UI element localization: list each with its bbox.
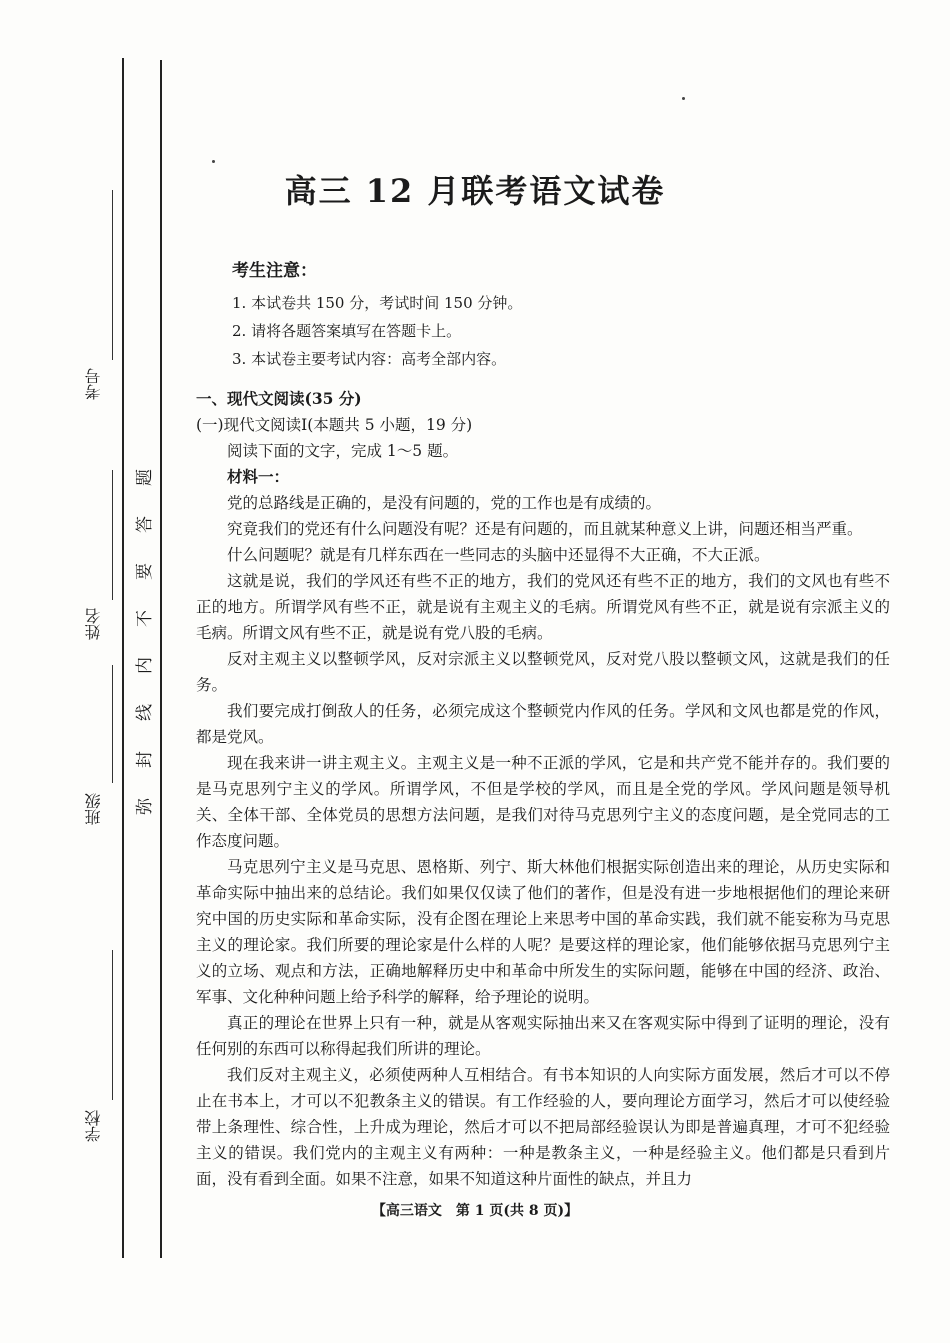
- school-label: 学校: [84, 1110, 103, 1142]
- paragraph: 党的总路线是正确的，是没有问题的，党的工作也是有成绩的。: [227, 494, 662, 512]
- exam-notice: [232, 256, 522, 373]
- scan-speck: [682, 97, 685, 100]
- instruction: 阅读下面的文字，完成 1～5 题。: [227, 442, 459, 460]
- material-label: 材料一：: [227, 467, 290, 486]
- paragraph: 马克思列宁主义是马克思、恩格斯、列宁、斯大林他们根据实际创造出来的理论，从历史实际和革命实际中抽出来的总结论。我们如果仅仅读了他们的著作，但是没有进一步地根据他们的理论来研究中国的历史实际和革命实际，没有企图在理论上来思考中国的革命实践，我们就不能妄称为马克思主义的理论家。我们所要的理论家是什么样的人呢？是要这样的理论家，他们能够依据马克思列宁主义的立场、观点和方法，正确地解释历史中和革命中所发生的实际问题，能够在中国的经济、政治、军事、文化种种问题上给予科学的解释，给予理论的说明。: [196, 858, 890, 1006]
- exam-number-blank: [112, 190, 113, 360]
- paragraph: 什么问题呢？就是有几样东西在一些同志的头脑中还显得不大正确，不大正派。: [227, 546, 770, 564]
- section-heading: 一、现代文阅读(35 分): [196, 389, 362, 408]
- seal-warning-char: 封: [134, 751, 155, 768]
- exam-title: 高三 12 月联考语文试卷: [284, 172, 666, 210]
- exam-number-label: 考号: [84, 368, 103, 400]
- seal-warning-char: 题: [134, 469, 155, 486]
- paragraph: 现在我来讲一讲主观主义。主观主义是一种不正派的学风，它是和共产党不能并存的。我们要的是马克思列宁主义的学风。所谓学风，不但是学校的学风，而且是全党的学风。学风问题是领导机关、全体干部、全体党员的思想方法问题，是我们对待马克思列宁主义的态度问题，是全党同志的工作态度问题。: [196, 754, 890, 850]
- paragraph: 这就是说，我们的学风还有些不正的地方，我们的党风还有些不正的地方，我们的文风也有些不正的地方。所谓学风有些不正，就是说有主观主义的毛病。所谓党风有些不正，就是说有宗派主义的毛病。所谓文风有些不正，就是说有党八股的毛病。: [196, 572, 890, 642]
- seal-warning: [129, 465, 155, 819]
- scan-speck: [212, 160, 215, 163]
- seal-warning-char: 不: [134, 610, 155, 627]
- binding-line-outer: [122, 58, 124, 1258]
- class-label: 班级: [84, 793, 103, 825]
- notice-item: 2. 请将各题答案填写在答题卡上。: [232, 322, 462, 340]
- reading-section: [196, 386, 890, 1192]
- paragraph: 真正的理论在世界上只有一种，就是从客观实际抽出来又在客观实际中得到了证明的理论，没有任何别的东西可以称得起我们所讲的理论。: [196, 1014, 890, 1058]
- name-field: [82, 470, 122, 640]
- school-field: [82, 950, 122, 1142]
- page-footer: 【高三语文 第 1 页(共 8 页)】: [371, 1203, 579, 1219]
- seal-warning-char: 线: [134, 704, 155, 721]
- paragraph: 我们要完成打倒敌人的任务，必须完成这个整顿党内作风的任务。学风和文风也都是党的作风，都是党风。: [196, 702, 890, 746]
- paragraph: 我们反对主观主义，必须使两种人互相结合。有书本知识的人向实际方面发展，然后才可以不停止在书本上，才可以不犯教条主义的错误。有工作经验的人，要向理论方面学习，然后才可以使经验带上条理性、综合性，上升成为理论，然后才可以不把局部经验误认为即是普遍真理，才可不犯经验主义的错误。我们党内的主观主义有两种：一种是教条主义，一种是经验主义。他们都是只看到片面，没有看到全面。如果不注意，如果不知道这种片面性的缺点，并且力: [196, 1066, 890, 1188]
- subsection-heading: (一)现代文阅读Ⅰ(本题共 5 小题，19 分): [196, 416, 473, 434]
- name-blank: [112, 470, 113, 600]
- class-field: [82, 665, 122, 825]
- seal-warning-char: 答: [134, 516, 155, 533]
- binding-line-inner: [160, 60, 162, 1258]
- notice-heading: 考生注意：: [232, 261, 317, 281]
- name-label: 姓名: [84, 608, 103, 640]
- seal-warning-char: 弥: [134, 798, 155, 815]
- class-blank: [112, 665, 113, 783]
- exam-number-field: [82, 190, 122, 400]
- seal-warning-char: 内: [134, 657, 155, 674]
- notice-item: 1. 本试卷共 150 分，考试时间 150 分钟。: [232, 294, 523, 312]
- paragraph: 究竟我们的党还有什么问题没有呢？还是有问题的，而且就某种意义上讲，问题还相当严重。: [227, 520, 863, 538]
- paragraph: 反对主观主义以整顿学风，反对宗派主义以整顿党风，反对党八股以整顿文风，这就是我们的任务。: [196, 650, 890, 694]
- notice-item: 3. 本试卷主要考试内容：高考全部内容。: [232, 350, 507, 368]
- seal-warning-char: 要: [134, 563, 155, 580]
- school-blank: [112, 950, 113, 1100]
